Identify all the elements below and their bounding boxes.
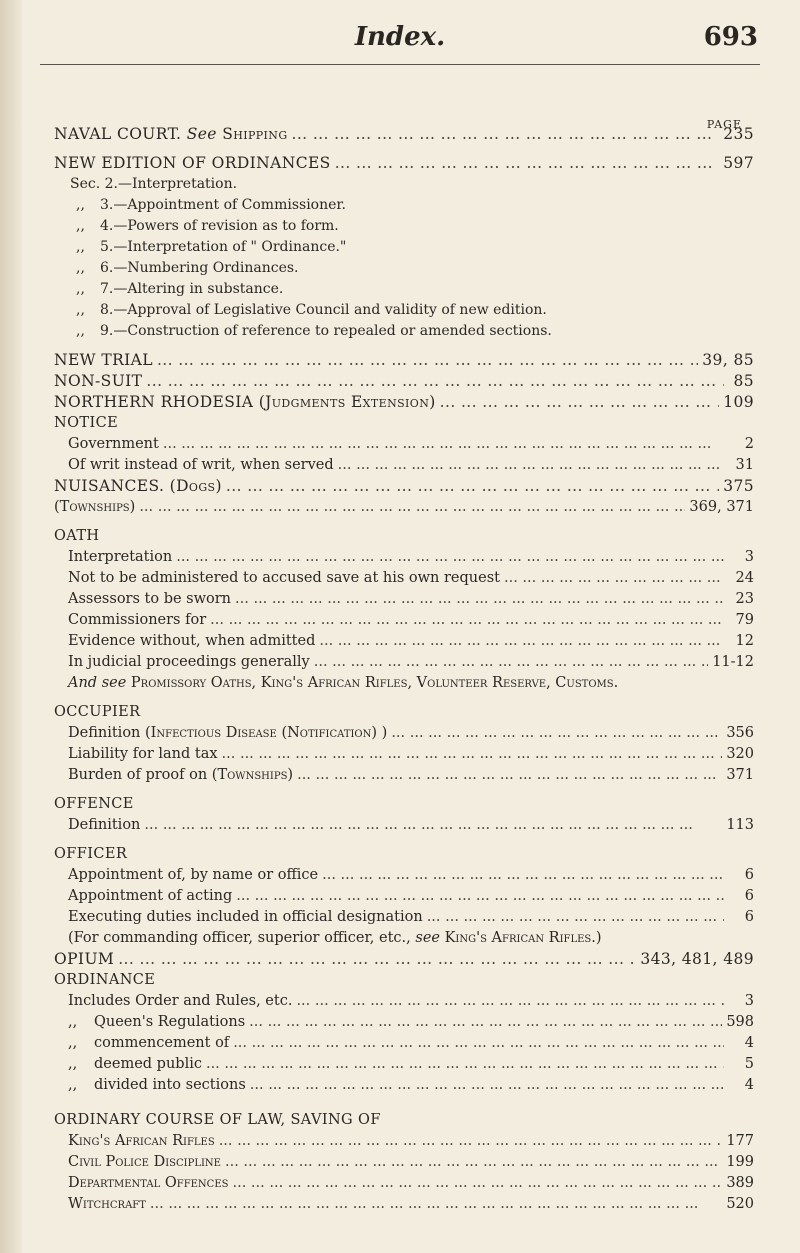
entry-title: NEW EDITION OF ORDINANCES bbox=[54, 154, 331, 172]
subentry: Definition ... . 113 bbox=[54, 815, 754, 836]
subentry: Burden of proof on (Townships) ... . 371 bbox=[54, 765, 754, 786]
leader-dots bbox=[206, 1054, 724, 1075]
page-ref: 598 bbox=[726, 1014, 754, 1030]
see-also-note: And see Promissory Oaths, King's African Rifles, Volunteer Reserve, Customs. bbox=[68, 675, 619, 691]
page-ref: 79 bbox=[735, 612, 754, 628]
page-ref: 39, 85 bbox=[702, 351, 754, 369]
leader-dots bbox=[144, 815, 722, 836]
page-ref: 11-12 bbox=[712, 654, 754, 670]
entry-title: NUISANCES. bbox=[54, 477, 165, 495]
entry-non-suit bbox=[54, 371, 754, 392]
page-ref: 4 bbox=[744, 1035, 754, 1051]
entry-ordinary-course: ORDINARY COURSE OF LAW, SAVING OF bbox=[54, 1112, 381, 1128]
leader-dots bbox=[440, 392, 720, 413]
page-ref: 6 bbox=[744, 909, 754, 925]
section-line: ,, 9.—Construction of reference to repealed or amended sections. bbox=[76, 323, 552, 339]
leader-dots bbox=[504, 568, 724, 589]
section-line: ,, 5.—Interpretation of " Ordinance." bbox=[76, 239, 347, 255]
entry-new-trial bbox=[54, 350, 754, 371]
page-ref: 199 bbox=[726, 1154, 754, 1170]
page-header bbox=[40, 20, 760, 65]
subentry: Includes Order and Rules, etc. ... . 3 bbox=[54, 991, 754, 1012]
subentry: ,, deemed public ... . 5 bbox=[54, 1054, 754, 1075]
subentry: Commissioners for ... . 79 bbox=[54, 610, 754, 631]
entry-naval-court bbox=[54, 124, 754, 145]
leader-dots bbox=[219, 1131, 723, 1152]
entry-ordinance: ORDINANCE bbox=[54, 972, 156, 988]
page-column-label: PAGE bbox=[706, 118, 742, 131]
section-line: ,, 8.—Approval of Legislative Council and validity of new edition. bbox=[76, 302, 547, 318]
leader-dots bbox=[296, 991, 724, 1012]
subentry: Executing duties included in official designation ... . 6 bbox=[54, 907, 754, 928]
page-ref: 371 bbox=[726, 767, 754, 783]
leader-dots bbox=[335, 153, 720, 174]
leader-dots bbox=[297, 765, 722, 786]
page-ref: 389 bbox=[726, 1175, 754, 1191]
leader-dots bbox=[176, 547, 724, 568]
subentry: Liability for land tax ... . 320 bbox=[54, 744, 754, 765]
leader-dots bbox=[139, 497, 685, 518]
section-line: ,, 4.—Powers of revision as to form. bbox=[76, 218, 339, 234]
leader-dots bbox=[163, 434, 724, 455]
entry-notice: NOTICE bbox=[54, 415, 119, 431]
entry-subref: (Townships) bbox=[54, 499, 136, 515]
subentry: Government ... . 2 bbox=[54, 434, 754, 455]
page-ref: 12 bbox=[735, 633, 754, 649]
entry-occupier: OCCUPIER bbox=[54, 704, 141, 720]
subentry: Definition (Infectious Disease (Notification) ) ... . 356 bbox=[54, 723, 754, 744]
entry-title: NORTHERN RHODESIA bbox=[54, 393, 254, 411]
page-ref: 320 bbox=[726, 746, 754, 762]
subentry: Appointment of acting ... . 6 bbox=[54, 886, 754, 907]
leader-dots bbox=[236, 886, 724, 907]
subentry: Of writ instead of writ, when served ... . 31 bbox=[54, 455, 754, 476]
entry-title: NEW TRIAL bbox=[54, 351, 153, 369]
page-ref: 109 bbox=[723, 393, 754, 411]
subentry: Interpretation ... . 3 bbox=[54, 547, 754, 568]
leader-dots bbox=[319, 631, 724, 652]
index-content bbox=[54, 114, 754, 1215]
page-ref: 375 bbox=[723, 477, 754, 495]
officer-note: (For commanding officer, superior officer, etc., see King's African Rifles.) bbox=[68, 930, 602, 946]
page-ref: 369, 371 bbox=[689, 499, 754, 515]
page-ref: 3 bbox=[744, 549, 754, 565]
page-ref: 24 bbox=[735, 570, 754, 586]
page-ref: 85 bbox=[733, 372, 754, 390]
leader-dots bbox=[233, 1033, 724, 1054]
subentry: Witchcraft ... . 520 bbox=[54, 1194, 754, 1215]
leader-dots bbox=[391, 723, 722, 744]
leader-dots bbox=[322, 865, 724, 886]
page-ref: 177 bbox=[726, 1133, 754, 1149]
section-line: ,, 7.—Altering in substance. bbox=[76, 281, 284, 297]
leader-dots bbox=[118, 949, 636, 970]
page-ref: 6 bbox=[744, 888, 754, 904]
leader-dots bbox=[150, 1194, 722, 1215]
leader-dots bbox=[338, 455, 724, 476]
subentry: ,, divided into sections ... . 4 bbox=[54, 1075, 754, 1096]
leader-dots bbox=[427, 907, 724, 928]
entry-title: NON-SUIT bbox=[54, 372, 143, 390]
leader-dots bbox=[249, 1012, 722, 1033]
section-line: ,, 6.—Numbering Ordinances. bbox=[76, 260, 299, 276]
entry-opium bbox=[54, 949, 754, 970]
page-ref: 4 bbox=[744, 1077, 754, 1093]
book-spine-shadow bbox=[0, 0, 22, 1253]
see-ref: Shipping bbox=[222, 125, 288, 143]
entry-officer: OFFICER bbox=[54, 846, 128, 862]
page-ref: 356 bbox=[726, 725, 754, 741]
entry-nuisances bbox=[54, 476, 754, 497]
section-line: ,, 3.—Appointment of Commissioner. bbox=[76, 197, 347, 213]
page-ref: 520 bbox=[726, 1196, 754, 1212]
subentry: Assessors to be sworn ... . 23 bbox=[54, 589, 754, 610]
leader-dots bbox=[250, 1075, 724, 1096]
page-ref: 113 bbox=[726, 817, 754, 833]
leader-dots bbox=[226, 476, 719, 497]
entry-new-edition bbox=[54, 153, 754, 174]
see-label: See bbox=[186, 125, 217, 143]
leader-dots bbox=[146, 371, 724, 392]
entry-northern-rhodesia bbox=[54, 392, 754, 413]
page-ref: 343, 481, 489 bbox=[640, 950, 754, 968]
page-number: 693 bbox=[703, 22, 758, 52]
subentry: Appointment of, by name or office ... . 6 bbox=[54, 865, 754, 886]
page-ref: 2 bbox=[744, 436, 754, 452]
page-ref: 5 bbox=[744, 1056, 754, 1072]
subentry: Departmental Offences ... . 389 bbox=[54, 1173, 754, 1194]
subentry: Civil Police Discipline ... . 199 bbox=[54, 1152, 754, 1173]
subentry: King's African Rifles ... . 177 bbox=[54, 1131, 754, 1152]
entry-title: NAVAL COURT. bbox=[54, 125, 182, 143]
entry-title: OPIUM bbox=[54, 950, 115, 968]
subentry: Not to be administered to accused save at his own request ... . 24 bbox=[54, 568, 754, 589]
page-ref: 235 bbox=[723, 125, 754, 143]
leader-dots bbox=[292, 124, 720, 145]
section-line: Sec. 2.—Interpretation. bbox=[70, 176, 238, 192]
subentry: In judicial proceedings generally ... . 11-12 bbox=[54, 652, 754, 673]
entry-oath: OATH bbox=[54, 528, 100, 544]
entry-nuisances-townships bbox=[54, 497, 754, 518]
entry-offence: OFFENCE bbox=[54, 796, 134, 812]
subentry: ,, Queen's Regulations ... . 598 bbox=[54, 1012, 754, 1033]
entry-subref: (Dogs) bbox=[169, 477, 222, 495]
page-ref: 23 bbox=[735, 591, 754, 607]
page-ref: 31 bbox=[735, 457, 754, 473]
leader-dots bbox=[235, 589, 724, 610]
subentry: Evidence without, when admitted ... . 12 bbox=[54, 631, 754, 652]
page-ref: 6 bbox=[744, 867, 754, 883]
page-ref: 3 bbox=[744, 993, 754, 1009]
leader-dots bbox=[210, 610, 724, 631]
page-ref: 597 bbox=[723, 154, 754, 172]
leader-dots bbox=[314, 652, 708, 673]
subentry: ,, commencement of ... . 4 bbox=[54, 1033, 754, 1054]
leader-dots bbox=[222, 744, 723, 765]
entry-subref: (Judgments Extension) bbox=[258, 393, 436, 411]
leader-dots bbox=[232, 1173, 722, 1194]
page-title: Index. bbox=[354, 22, 446, 52]
leader-dots bbox=[225, 1152, 722, 1173]
leader-dots bbox=[157, 350, 698, 371]
